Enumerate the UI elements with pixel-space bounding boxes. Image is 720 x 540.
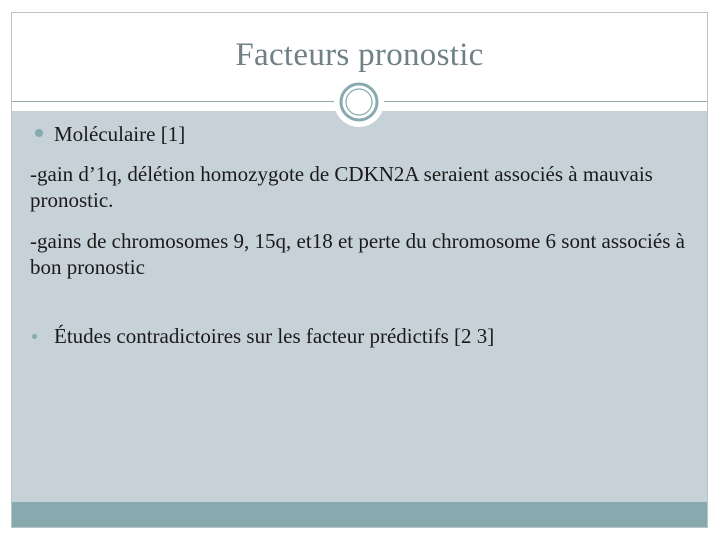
bullet-heading-etudes: Études contradictoires sur les facteur prédictifs [2 3]: [54, 324, 495, 348]
slide-title: Facteurs pronostic: [235, 37, 484, 73]
bullet-icon: [32, 334, 37, 339]
bullet-icon: [35, 129, 43, 137]
footer-bar: [12, 502, 707, 527]
bullet-heading-molecular: Moléculaire [1]: [54, 122, 186, 146]
paragraph-mauvais-pronostic: -gain d’1q, délétion homozygote de CDKN2A seraient associés à mauvais pronostic.: [30, 162, 653, 212]
paragraph-bon-pronostic: -gains de chromosomes 9, 15q, et18 et perte du chromosome 6 sont associés à bon pronostic: [30, 229, 685, 279]
circle-ornament-icon: [332, 75, 386, 129]
